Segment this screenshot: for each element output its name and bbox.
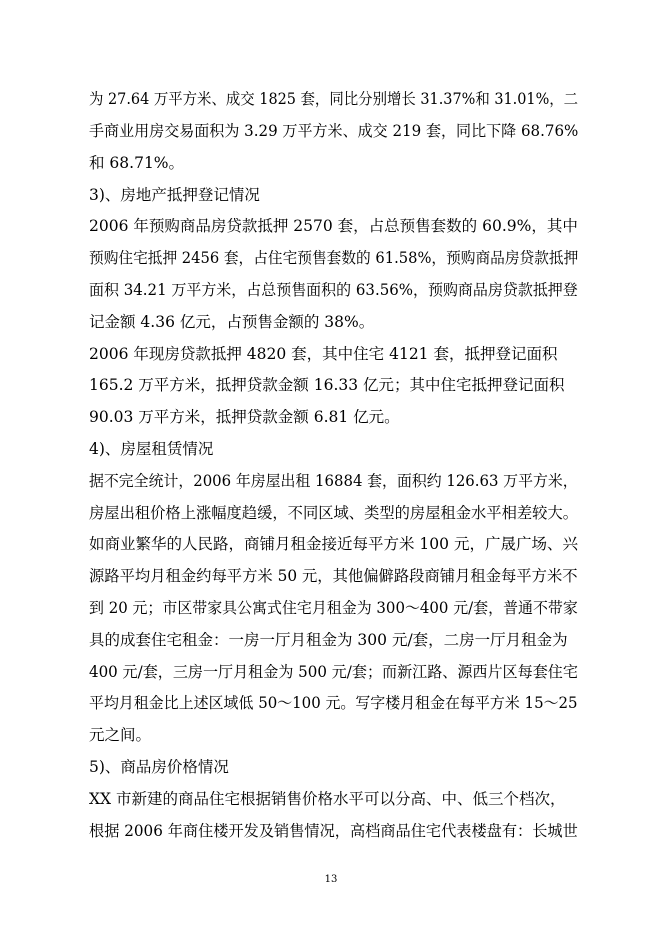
page-number: 13 (324, 874, 338, 885)
text-line: 记金额 4.36 亿元，占预售金额的 38%。 (89, 313, 375, 331)
text-line: 预购住宅抵押 2456 套，占住宅预售套数的 61.58%，预购商品房贷款抵押 (89, 249, 579, 267)
text-line: 根据 2006 年商住楼开发及销售情况，高档商品住宅代表楼盘有：长城世 (89, 822, 578, 840)
text-line: 房屋出租价格上涨幅度趋缓，不同区域、类型的房屋租金水平相差较大。 (89, 504, 579, 522)
text-line: 和 68.71%。 (89, 154, 185, 172)
text-line: 90.03 万平方米，抵押贷款金额 6.81 亿元。 (89, 408, 400, 426)
text-line: 400 元/套，三房一厅月租金为 500 元/套；而新江路、源西片区每套住宅 (89, 663, 578, 681)
text-line: 面积 34.21 万平方米，占总预售面积的 63.56%，预购商品房贷款抵押登 (89, 281, 578, 299)
text-line: 具的成套住宅租金：一房一厅月租金为 300 元/套，二房一厅月租金为 (89, 631, 568, 649)
text-line: 据不完全统计，2006 年房屋出租 16884 套，面积约 126.63 万平方米， (89, 472, 578, 490)
text-line: XX 市新建的商品住宅根据销售价格水平可以分高、中、低三个档次， (89, 790, 566, 808)
text-line: 元之间。 (89, 726, 152, 744)
text-line: 如商业繁华的人民路，商铺月租金接近每平方米 100 元，广晟广场、兴 (89, 535, 578, 553)
text-line: 手商业用房交易面积为 3.29 万平方米、成交 219 套，同比下降 68.76% (89, 122, 579, 140)
section-heading: 3)、房地产抵押登记情况 (89, 186, 260, 204)
text-line: 2006 年现房贷款抵押 4820 套，其中住宅 4121 套，抵押登记面积 (89, 345, 558, 363)
text-line: 2006 年预购商品房贷款抵押 2570 套，占总预售套数的 60.9%，其中 (89, 217, 578, 235)
text-line: 为 27.64 万平方米、成交 1825 套，同比分别增长 31.37%和 31.01%，二 (89, 90, 579, 108)
text-line: 平均月租金比上述区域低 50～100 元。写字楼月租金在每平方米 15～25 (89, 694, 578, 712)
text-line: 到 20 元；市区带家具公寓式住宅月租金为 300～400 元/套，普通不带家 (89, 599, 578, 617)
section-heading: 5)、商品房价格情况 (89, 758, 229, 776)
section-heading: 4)、房屋租赁情况 (89, 440, 214, 458)
text-line: 源路平均月租金约每平方米 50 元，其他偏僻路段商铺月租金每平方米不 (89, 567, 578, 585)
text-line: 165.2 万平方米，抵押贷款金额 16.33 亿元；其中住宅抵押登记面积 (89, 376, 565, 394)
